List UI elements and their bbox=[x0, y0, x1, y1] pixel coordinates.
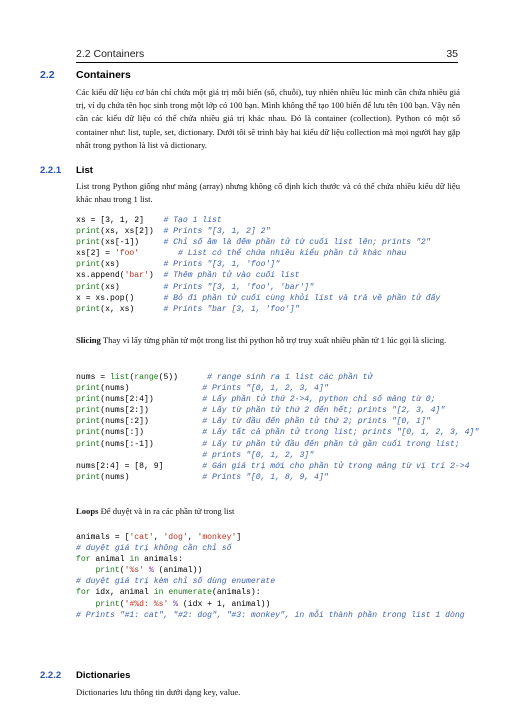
section-number: 2.2 bbox=[40, 69, 55, 81]
code-token: % bbox=[148, 566, 154, 576]
code-comment: # Lấy phần tử thứ 2->4, python chỉ số mảng từ 0; bbox=[202, 395, 436, 405]
code-comment: # Lấy tất cả phần tử trong list; prints "[0, 1, 2, 3, 4]" bbox=[202, 428, 480, 438]
code-token: ( bbox=[119, 566, 125, 576]
code-token: print bbox=[95, 566, 120, 576]
code-token: , bbox=[187, 533, 198, 542]
header-section-title: 2.2 Containers bbox=[76, 48, 145, 60]
code-token: 'monkey' bbox=[197, 533, 237, 542]
code-token: print bbox=[95, 599, 120, 609]
code-token: xs.append( bbox=[76, 271, 125, 281]
running-header bbox=[76, 48, 458, 60]
slicing-label: Slicing bbox=[76, 335, 101, 345]
code-comment: # Prints "#1: cat", "#2: dog", "#3: monkey", in mỗi thành phần trong list 1 dòng bbox=[76, 610, 465, 620]
code-token: % bbox=[173, 599, 179, 609]
subsection-title: List bbox=[76, 165, 93, 176]
code-token: (animal)) bbox=[153, 566, 203, 576]
code-token: (idx + 1, animal)) bbox=[178, 599, 271, 609]
subsection-number: 2.2.1 bbox=[40, 165, 62, 176]
code-token: idx, animal bbox=[90, 588, 154, 598]
code-token: print bbox=[76, 260, 101, 270]
loops-text: Để duyệt và in ra các phần tử trong list bbox=[98, 506, 235, 516]
code-comment: # range sinh ra 1 list các phần tử bbox=[207, 373, 373, 382]
code-line bbox=[76, 394, 479, 405]
code-token: animals: bbox=[139, 555, 183, 565]
code-token: print bbox=[76, 238, 101, 248]
code-token: print bbox=[76, 282, 101, 292]
code-token: print bbox=[76, 439, 101, 449]
code-token: ] bbox=[236, 533, 242, 542]
code-token: (xs, xs[2]) bbox=[100, 227, 164, 237]
code-comment: # Prints "[3, 1, 'foo', 'bar']" bbox=[163, 282, 315, 292]
code-token: (nums[2:]) bbox=[100, 406, 203, 416]
code-token: in bbox=[153, 588, 164, 598]
code-token: 'cat' bbox=[129, 533, 154, 542]
subsection-number-dictionaries: 2.2.2 bbox=[40, 670, 62, 681]
slicing-text: Thay vì lấy từng phần tử một trong list thì python hỗ trợ truy xuất nhiều phần tử 1 lúc gọi là slicing. bbox=[100, 335, 447, 345]
code-comment: # Tạo 1 list bbox=[163, 216, 222, 225]
code-line bbox=[76, 543, 465, 554]
code-token bbox=[139, 249, 178, 258]
code-token bbox=[76, 451, 202, 460]
code-line bbox=[76, 383, 479, 394]
code-line bbox=[76, 248, 440, 259]
code-line bbox=[76, 372, 479, 383]
code-token: nums[2:4] = [8, 9] bbox=[76, 461, 203, 471]
code-comment: # Lấy từ phần tử đầu đến phần tử gần cuối trong list; bbox=[202, 439, 460, 449]
code-line bbox=[76, 259, 440, 270]
code-comment: # Prints "[0, 1, 8, 9, 4]" bbox=[202, 472, 329, 482]
code-token: range bbox=[134, 373, 159, 382]
code-line bbox=[76, 565, 465, 576]
code-token: ) bbox=[148, 271, 164, 281]
code-line bbox=[76, 461, 479, 472]
code-token: print bbox=[76, 428, 101, 438]
code-comment: # Lấy từ đầu đến phần tử thứ 2; prints "[0, 1]" bbox=[202, 417, 431, 427]
code-token: , bbox=[153, 533, 164, 542]
code-token: (xs) bbox=[100, 282, 164, 292]
code-token: (nums[2:4]) bbox=[100, 395, 203, 405]
code-token: nums = bbox=[76, 373, 110, 382]
code-token: list bbox=[110, 373, 130, 382]
code-line bbox=[76, 405, 479, 416]
header-page-number: 35 bbox=[446, 48, 458, 60]
code-token: animal bbox=[90, 555, 130, 565]
code-comment: # Prints "bar [3, 1, 'foo']" bbox=[163, 304, 300, 314]
code-comment: # Prints "[0, 1, 2, 3, 4]" bbox=[202, 384, 329, 394]
code-line bbox=[76, 270, 440, 281]
code-token: (xs[-1]) bbox=[100, 238, 164, 248]
code-token: xs = [3, 1, 2] bbox=[76, 216, 164, 225]
code-token: animals = [ bbox=[76, 533, 130, 542]
code-token: (nums[:2]) bbox=[100, 417, 203, 427]
code-token bbox=[76, 600, 95, 609]
header-rule bbox=[76, 62, 458, 63]
loops-label: Loops bbox=[76, 506, 99, 516]
code-token: print bbox=[76, 417, 101, 427]
code-comment: # Bỏ đi phần tử cuối cùng khỏi list và trả về phần tử đấy bbox=[163, 293, 441, 303]
code-line bbox=[76, 587, 465, 598]
subsection-title-dictionaries: Dictionaries bbox=[76, 670, 131, 681]
code-line bbox=[76, 599, 465, 610]
code-block-list-basics bbox=[76, 215, 440, 315]
code-token: print bbox=[76, 384, 101, 394]
code-token: 'bar' bbox=[124, 271, 149, 281]
code-block-loops bbox=[76, 532, 465, 621]
code-token: for bbox=[76, 555, 91, 565]
code-token: print bbox=[76, 227, 101, 237]
code-line bbox=[76, 293, 440, 304]
code-line bbox=[76, 215, 440, 226]
code-line bbox=[76, 237, 440, 248]
code-token: print bbox=[76, 395, 101, 405]
code-token: (x, xs) bbox=[100, 304, 164, 314]
code-comment: # duyệt giá trị kèm chỉ số dùng enumerate bbox=[76, 577, 276, 587]
loops-paragraph bbox=[76, 505, 460, 518]
code-comment: # Lấy từ phần tử thứ 2 đến hết; prints "[2, 3, 4]" bbox=[202, 406, 446, 416]
code-line bbox=[76, 532, 465, 543]
code-line bbox=[76, 226, 440, 237]
code-line bbox=[76, 439, 479, 450]
code-token: x = xs.pop() bbox=[76, 293, 164, 303]
containers-paragraph: Các kiểu dữ liệu cơ bản chỉ chứa một giá trị mỗi biến (số, chuỗi), tuy nhiên nhiều lúc mình cần chứa nhiều giá trị, ví dụ chứa tên học sinh trong một lớp có 100 bạn. Mình không thể tạo 100 biến để lưu tên 100 bạn. Vậy nên cần các kiểu dữ liệu có thể chứa nhiều giá trị khác nhau. Đó là container (collection). Python có một số container như: list, tuple, set, dictionary. Dưới tôi sẽ trình bày hai kiểu dữ liệu collection mà mọi người hay gặp nhất trong python là list và dictionary. bbox=[76, 87, 460, 150]
dictionaries-paragraph: Dictionaries lưu thông tin dưới dạng key, value. bbox=[76, 687, 241, 697]
code-comment: # duyệt giá trị không cần chỉ số bbox=[76, 544, 232, 554]
code-token: print bbox=[76, 406, 101, 416]
section-title: Containers bbox=[76, 69, 131, 81]
code-comment: # Thêm phần tử vào cuối list bbox=[163, 271, 300, 281]
code-comment: # Prints "[3, 1, 2] 2" bbox=[163, 227, 271, 237]
list-paragraph: List trong Python giống như mảng (array) nhưng không cố định kích thước và có thể chứa nhiều kiểu dữ liệu khác nhau trong 1 list. bbox=[76, 181, 460, 205]
code-token: in bbox=[129, 555, 140, 565]
code-token: (nums[:-1]) bbox=[100, 439, 203, 449]
slicing-paragraph bbox=[76, 334, 460, 347]
code-comment: # List có thể chứa nhiều kiểu phần tử khác nhau bbox=[178, 249, 407, 259]
code-line bbox=[76, 554, 465, 565]
code-token: (xs) bbox=[100, 260, 164, 270]
code-token: print bbox=[76, 472, 101, 482]
code-comment: # prints "[0, 1, 2, 3]" bbox=[202, 450, 315, 460]
code-token: 'dog' bbox=[163, 533, 188, 542]
code-line bbox=[76, 282, 440, 293]
code-line bbox=[76, 416, 479, 427]
code-token: for bbox=[76, 588, 91, 598]
code-line bbox=[76, 450, 479, 461]
code-token: enumerate bbox=[168, 588, 213, 598]
code-token: (nums[:]) bbox=[100, 428, 203, 438]
code-token: (nums) bbox=[100, 384, 203, 394]
code-token: xs[2] = bbox=[76, 249, 115, 259]
code-token bbox=[76, 566, 95, 575]
code-token: ( bbox=[119, 599, 125, 609]
code-token: '%s' bbox=[124, 566, 145, 576]
code-token: ( bbox=[129, 373, 135, 382]
code-token: 'foo' bbox=[114, 249, 140, 259]
code-line bbox=[76, 576, 465, 587]
code-line bbox=[76, 472, 479, 483]
code-line bbox=[76, 427, 479, 438]
code-token: '#%d: %s' bbox=[124, 599, 169, 609]
code-line bbox=[76, 304, 440, 315]
code-token: print bbox=[76, 304, 101, 314]
code-token: (animals): bbox=[212, 588, 261, 598]
code-token: (nums) bbox=[100, 472, 203, 482]
code-token: (5)) bbox=[158, 373, 208, 382]
code-line bbox=[76, 610, 465, 621]
code-block-slicing bbox=[76, 372, 479, 483]
code-comment: # Gán giá trị mới cho phần tử trong mảng từ vị trí 2->4 bbox=[202, 461, 470, 471]
code-comment: # Chỉ số âm là đếm phần tử từ cuối list lên; prints "2" bbox=[163, 238, 431, 248]
code-comment: # Prints "[3, 1, 'foo']" bbox=[163, 260, 281, 270]
